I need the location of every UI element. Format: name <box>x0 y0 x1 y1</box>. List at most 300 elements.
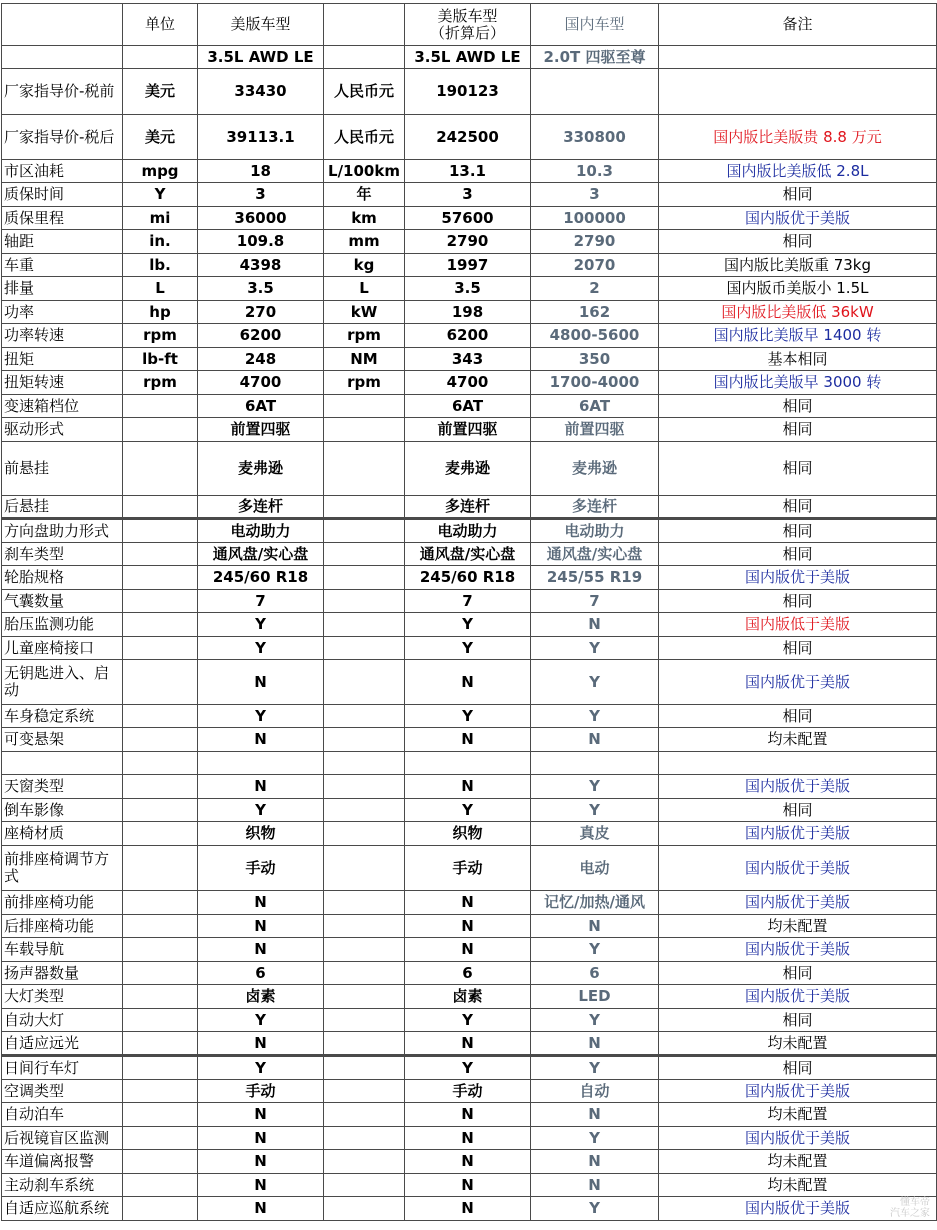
us-value: N <box>198 1150 324 1174</box>
remark: 国内版优于美版 <box>659 822 937 846</box>
us-value: 6 <box>198 962 324 985</box>
us-unit: rpm <box>123 324 198 348</box>
us-converted-value: 6200 <box>405 324 531 348</box>
trim-blank-cell <box>123 46 198 69</box>
us-converted-value: 198 <box>405 301 531 324</box>
cn-unit <box>324 1032 405 1056</box>
cn-unit: kg <box>324 254 405 277</box>
us-converted-value: 麦弗逊 <box>405 442 531 496</box>
table-row <box>2 277 937 301</box>
us-unit <box>123 846 198 891</box>
us-value: 39113.1 <box>198 115 324 160</box>
spec-name: 车载导航 <box>2 938 123 962</box>
us-value: 多连杆 <box>198 496 324 519</box>
us-value: 3 <box>198 183 324 207</box>
us-converted-value: 4700 <box>405 371 531 395</box>
us-unit <box>123 985 198 1009</box>
remark: 国内版比美版早 1400 转 <box>659 324 937 348</box>
us-value: Y <box>198 613 324 637</box>
cn-trim: 2.0T 四驱至尊 <box>531 46 659 69</box>
remark: 相同 <box>659 395 937 418</box>
us-value: 前置四驱 <box>198 418 324 442</box>
remark: 国内版优于美版 <box>659 891 937 915</box>
cn-value: 6AT <box>531 395 659 418</box>
remark: 均未配置 <box>659 1103 937 1127</box>
header-us-model-converted: 美版车型 （折算后） <box>405 4 531 46</box>
us-unit <box>123 1056 198 1080</box>
spec-name: 前悬挂 <box>2 442 123 496</box>
us-value: 248 <box>198 348 324 371</box>
remark: 相同 <box>659 418 937 442</box>
spec-name: 市区油耗 <box>2 160 123 183</box>
us-value: 手动 <box>198 1080 324 1103</box>
cn-unit <box>324 1009 405 1032</box>
table-row <box>2 1080 937 1103</box>
spec-name: 后排座椅功能 <box>2 915 123 938</box>
us-value: 245/60 R18 <box>198 566 324 590</box>
table-row <box>2 1174 937 1197</box>
table-row <box>2 543 937 566</box>
us-converted-value: 多连杆 <box>405 496 531 519</box>
spec-name: 座椅材质 <box>2 822 123 846</box>
table-row <box>2 613 937 637</box>
cn-value <box>531 69 659 115</box>
us-unit <box>123 728 198 752</box>
cn-value: N <box>531 1174 659 1197</box>
remark: 国内版币美版小 1.5L <box>659 277 937 301</box>
cn-unit: kW <box>324 301 405 324</box>
table-row <box>2 566 937 590</box>
cn-unit: 年 <box>324 183 405 207</box>
remark: 相同 <box>659 543 937 566</box>
spec-name: 排量 <box>2 277 123 301</box>
table-row <box>2 590 937 613</box>
us-value: N <box>198 1197 324 1221</box>
cn-unit <box>324 775 405 799</box>
cn-value: 真皮 <box>531 822 659 846</box>
remark: 均未配置 <box>659 728 937 752</box>
cn-unit <box>324 1197 405 1221</box>
cn-unit <box>324 566 405 590</box>
us-value: 270 <box>198 301 324 324</box>
spec-name: 可变悬架 <box>2 728 123 752</box>
spec-name: 无钥匙进入、启动 <box>2 660 123 705</box>
cn-value: 2790 <box>531 230 659 254</box>
table-row <box>2 1150 937 1174</box>
spec-name: 后悬挂 <box>2 496 123 519</box>
us-value: N <box>198 1103 324 1127</box>
cn-unit <box>324 1056 405 1080</box>
remark <box>659 69 937 115</box>
us-trim: 3.5L AWD LE <box>198 46 324 69</box>
cn-value: 2 <box>531 277 659 301</box>
spec-name: 自动大灯 <box>2 1009 123 1032</box>
cn-unit: km <box>324 207 405 230</box>
cn-unit: rpm <box>324 324 405 348</box>
us-converted-value: 57600 <box>405 207 531 230</box>
us-converted-value: N <box>405 938 531 962</box>
remark: 相同 <box>659 442 937 496</box>
us-value: 电动助力 <box>198 519 324 543</box>
cn-value: 7 <box>531 590 659 613</box>
us-converted-value: N <box>405 915 531 938</box>
remark: 国内版优于美版 <box>659 207 937 230</box>
cn-value: Y <box>531 1056 659 1080</box>
cn-unit <box>324 891 405 915</box>
us-unit: lb-ft <box>123 348 198 371</box>
us-unit <box>123 1080 198 1103</box>
remark: 国内版优于美版 <box>659 985 937 1009</box>
table-row <box>2 371 937 395</box>
spec-name: 方向盘助力形式 <box>2 519 123 543</box>
us-unit: L <box>123 277 198 301</box>
header-unit: 单位 <box>123 4 198 46</box>
spec-name: 轮胎规格 <box>2 566 123 590</box>
remark: 相同 <box>659 183 937 207</box>
cn-value <box>531 752 659 775</box>
spec-name <box>2 752 123 775</box>
table-row <box>2 728 937 752</box>
us-converted-value: N <box>405 1032 531 1056</box>
us-unit <box>123 962 198 985</box>
us-converted-value: 前置四驱 <box>405 418 531 442</box>
us-value: 18 <box>198 160 324 183</box>
table-row <box>2 395 937 418</box>
us-converted-value: N <box>405 1150 531 1174</box>
table-row <box>2 69 937 115</box>
cn-unit <box>324 496 405 519</box>
cn-unit <box>324 985 405 1009</box>
us-value: N <box>198 891 324 915</box>
cn-value: 2070 <box>531 254 659 277</box>
us-value: 卤素 <box>198 985 324 1009</box>
cn-value: N <box>531 613 659 637</box>
us-value: 6AT <box>198 395 324 418</box>
us-converted-value <box>405 752 531 775</box>
table-row <box>2 442 937 496</box>
us-unit <box>123 915 198 938</box>
cn-value: 1700-4000 <box>531 371 659 395</box>
us-converted-value: Y <box>405 705 531 728</box>
cn-value: 330800 <box>531 115 659 160</box>
us-unit <box>123 1127 198 1150</box>
remark: 国内版优于美版 <box>659 1197 937 1221</box>
cn-value: Y <box>531 1009 659 1032</box>
remark: 基本相同 <box>659 348 937 371</box>
us-unit <box>123 891 198 915</box>
us-converted-value: 手动 <box>405 846 531 891</box>
us-unit <box>123 496 198 519</box>
cn-unit: L/100km <box>324 160 405 183</box>
cn-unit <box>324 846 405 891</box>
us-converted-value: N <box>405 1197 531 1221</box>
spec-name: 车身稳定系统 <box>2 705 123 728</box>
cn-value: 通风盘/实心盘 <box>531 543 659 566</box>
us-converted-value: 245/60 R18 <box>405 566 531 590</box>
us-converted-value: 织物 <box>405 822 531 846</box>
spec-name: 自适应巡航系统 <box>2 1197 123 1221</box>
watermark-line2: 汽车之家 <box>890 1208 930 1219</box>
table-row <box>2 115 937 160</box>
us-value: 手动 <box>198 846 324 891</box>
cn-unit <box>324 543 405 566</box>
table-row <box>2 348 937 371</box>
cn-unit <box>324 613 405 637</box>
us-unit <box>123 566 198 590</box>
us-unit <box>123 1009 198 1032</box>
us-unit <box>123 1197 198 1221</box>
cn-value: Y <box>531 938 659 962</box>
us-converted-value: 7 <box>405 590 531 613</box>
us-value: N <box>198 728 324 752</box>
spec-comparison-table <box>1 3 937 1221</box>
table-row <box>2 160 937 183</box>
us-converted-value: N <box>405 1127 531 1150</box>
cn-value: 245/55 R19 <box>531 566 659 590</box>
us-trim-converted: 3.5L AWD LE <box>405 46 531 69</box>
spec-name: 厂家指导价-税前 <box>2 69 123 115</box>
us-converted-value: 6AT <box>405 395 531 418</box>
table-row <box>2 519 937 543</box>
cn-unit <box>324 915 405 938</box>
table-row <box>2 962 937 985</box>
cn-unit: L <box>324 277 405 301</box>
us-value: N <box>198 775 324 799</box>
spec-name: 扭矩 <box>2 348 123 371</box>
spec-name: 天窗类型 <box>2 775 123 799</box>
us-converted-value: N <box>405 775 531 799</box>
us-converted-value: N <box>405 1174 531 1197</box>
us-converted-value: 3.5 <box>405 277 531 301</box>
header-us-model: 美版车型 <box>198 4 324 46</box>
trim-row <box>2 46 937 69</box>
table-row <box>2 1197 937 1221</box>
cn-unit <box>324 1174 405 1197</box>
table-row <box>2 1056 937 1080</box>
cn-unit: NM <box>324 348 405 371</box>
header-cn-model: 国内车型 <box>531 4 659 46</box>
cn-value: 自动 <box>531 1080 659 1103</box>
remark: 国内版优于美版 <box>659 775 937 799</box>
cn-value: 电动助力 <box>531 519 659 543</box>
cn-unit <box>324 442 405 496</box>
remark: 相同 <box>659 1056 937 1080</box>
cn-unit <box>324 395 405 418</box>
us-converted-value: Y <box>405 799 531 822</box>
cn-value: 多连杆 <box>531 496 659 519</box>
trim-blank-cell <box>659 46 937 69</box>
cn-value: N <box>531 1032 659 1056</box>
us-value <box>198 752 324 775</box>
us-value: N <box>198 1032 324 1056</box>
remark: 国内版比美版重 73kg <box>659 254 937 277</box>
spec-name: 质保时间 <box>2 183 123 207</box>
us-value: N <box>198 1174 324 1197</box>
us-unit <box>123 799 198 822</box>
cn-value: 3 <box>531 183 659 207</box>
table-row <box>2 660 937 705</box>
table-row <box>2 1103 937 1127</box>
us-unit <box>123 590 198 613</box>
cn-value: 6 <box>531 962 659 985</box>
spec-name: 气囊数量 <box>2 590 123 613</box>
table-row <box>2 938 937 962</box>
table-row <box>2 301 937 324</box>
table-row <box>2 775 937 799</box>
us-unit: lb. <box>123 254 198 277</box>
cn-unit <box>324 728 405 752</box>
table-row <box>2 891 937 915</box>
us-converted-value: 13.1 <box>405 160 531 183</box>
cn-unit <box>324 938 405 962</box>
remark: 国内版优于美版 <box>659 938 937 962</box>
us-converted-value: 3 <box>405 183 531 207</box>
watermark-line1: 懂车帝 <box>900 1197 930 1208</box>
table-row <box>2 637 937 660</box>
table-row <box>2 985 937 1009</box>
cn-value: 162 <box>531 301 659 324</box>
us-value: N <box>198 915 324 938</box>
spec-name: 空调类型 <box>2 1080 123 1103</box>
cn-value: 记忆/加热/通风 <box>531 891 659 915</box>
remark: 相同 <box>659 637 937 660</box>
us-unit: 美元 <box>123 115 198 160</box>
us-value: 麦弗逊 <box>198 442 324 496</box>
remark: 相同 <box>659 496 937 519</box>
trim-blank-cell <box>324 46 405 69</box>
cn-value: Y <box>531 1197 659 1221</box>
us-converted-value: 242500 <box>405 115 531 160</box>
remark: 国内版优于美版 <box>659 846 937 891</box>
table-row <box>2 822 937 846</box>
us-unit <box>123 938 198 962</box>
remark: 相同 <box>659 799 937 822</box>
spec-name: 功率 <box>2 301 123 324</box>
remark: 国内版优于美版 <box>659 660 937 705</box>
table-row <box>2 254 937 277</box>
remark: 国内版比美版低 36kW <box>659 301 937 324</box>
spec-name: 车道偏离报警 <box>2 1150 123 1174</box>
cn-value: 100000 <box>531 207 659 230</box>
us-unit <box>123 822 198 846</box>
spec-name: 儿童座椅接口 <box>2 637 123 660</box>
remark: 国内版优于美版 <box>659 1127 937 1150</box>
us-unit: mpg <box>123 160 198 183</box>
us-unit: in. <box>123 230 198 254</box>
spec-name: 自动泊车 <box>2 1103 123 1127</box>
table-row <box>2 1009 937 1032</box>
spec-name: 扬声器数量 <box>2 962 123 985</box>
spec-name: 刹车类型 <box>2 543 123 566</box>
table-row <box>2 915 937 938</box>
cn-unit <box>324 1150 405 1174</box>
us-converted-value: N <box>405 660 531 705</box>
us-value: 36000 <box>198 207 324 230</box>
table-row <box>2 705 937 728</box>
cn-value: N <box>531 1150 659 1174</box>
table-row <box>2 207 937 230</box>
us-value: 7 <box>198 590 324 613</box>
cn-value: N <box>531 915 659 938</box>
us-value: 通风盘/实心盘 <box>198 543 324 566</box>
table-row <box>2 418 937 442</box>
table-row <box>2 1127 937 1150</box>
remark: 国内版比美版贵 8.8 万元 <box>659 115 937 160</box>
cn-unit <box>324 637 405 660</box>
us-converted-value: N <box>405 891 531 915</box>
spec-name: 倒车影像 <box>2 799 123 822</box>
us-converted-value: 1997 <box>405 254 531 277</box>
cn-value: 350 <box>531 348 659 371</box>
cn-value: 电动 <box>531 846 659 891</box>
us-converted-value: N <box>405 1103 531 1127</box>
remark: 国内版优于美版 <box>659 566 937 590</box>
us-value: N <box>198 1127 324 1150</box>
us-unit <box>123 613 198 637</box>
us-unit: mi <box>123 207 198 230</box>
cn-value: Y <box>531 1127 659 1150</box>
spec-name: 驱动形式 <box>2 418 123 442</box>
remark: 国内版优于美版 <box>659 1080 937 1103</box>
us-converted-value: 6 <box>405 962 531 985</box>
us-converted-value: 通风盘/实心盘 <box>405 543 531 566</box>
cn-unit <box>324 1103 405 1127</box>
cn-value: Y <box>531 799 659 822</box>
cn-unit <box>324 590 405 613</box>
us-converted-value: 电动助力 <box>405 519 531 543</box>
us-unit <box>123 519 198 543</box>
watermark <box>890 1197 930 1219</box>
us-value: Y <box>198 799 324 822</box>
trim-blank-cell <box>2 46 123 69</box>
us-converted-value: 手动 <box>405 1080 531 1103</box>
cn-unit <box>324 822 405 846</box>
us-converted-value: 190123 <box>405 69 531 115</box>
us-unit: 美元 <box>123 69 198 115</box>
spec-name: 主动刹车系统 <box>2 1174 123 1197</box>
spec-name: 后视镜盲区监测 <box>2 1127 123 1150</box>
remark: 相同 <box>659 962 937 985</box>
us-unit <box>123 418 198 442</box>
us-converted-value: 卤素 <box>405 985 531 1009</box>
remark: 相同 <box>659 1009 937 1032</box>
cn-unit: 人民币元 <box>324 115 405 160</box>
us-unit <box>123 442 198 496</box>
cn-unit <box>324 705 405 728</box>
us-converted-value: N <box>405 728 531 752</box>
us-converted-value: Y <box>405 1056 531 1080</box>
spec-name: 轴距 <box>2 230 123 254</box>
spec-name: 厂家指导价-税后 <box>2 115 123 160</box>
cn-unit: rpm <box>324 371 405 395</box>
cn-value: 10.3 <box>531 160 659 183</box>
remark: 国内版比美版早 3000 转 <box>659 371 937 395</box>
us-value: Y <box>198 1009 324 1032</box>
spec-name: 变速箱档位 <box>2 395 123 418</box>
spec-name: 前排座椅功能 <box>2 891 123 915</box>
cn-value: Y <box>531 637 659 660</box>
remark: 均未配置 <box>659 915 937 938</box>
us-value: 6200 <box>198 324 324 348</box>
us-unit <box>123 1150 198 1174</box>
cn-unit <box>324 962 405 985</box>
cn-unit: mm <box>324 230 405 254</box>
cn-unit <box>324 418 405 442</box>
remark: 相同 <box>659 590 937 613</box>
table-row <box>2 230 937 254</box>
us-value: N <box>198 938 324 962</box>
us-unit <box>123 705 198 728</box>
